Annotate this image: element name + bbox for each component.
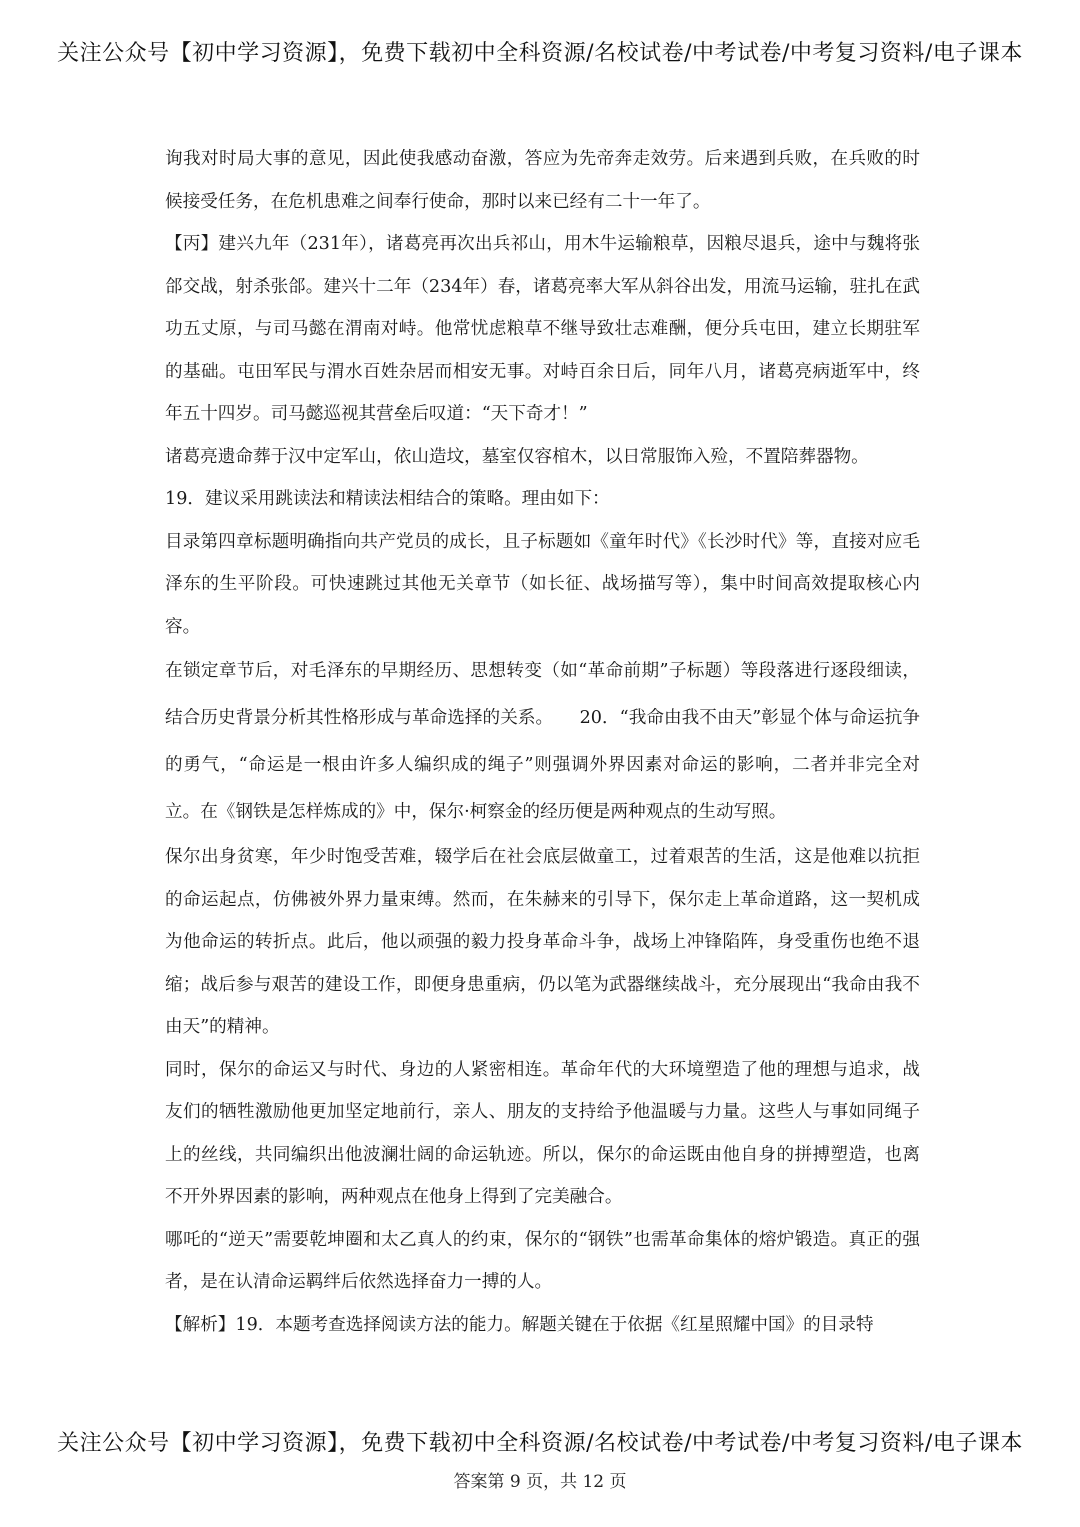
paragraph: 保尔出身贫寒，年少时饱受苦难，辍学后在社会底层做童工，过着艰苦的生活，这是他难以抗拒的命运起点，仿佛被外界力量束缚。然而，在朱赫来的引导下，保尔走上革命道路，这一契机成为他命运的转折点。此后，他以顽强的毅力投身革命斗争，战场上冲锋陷阵，身受重伤也绝不退缩；战后参与艰苦的建设工作，即便身患重病，仍以笔为武器继续战斗，充分展现出“我命由我不由天”的精神。 [165, 847, 920, 1037]
analysis-paragraph: 【解析】19．本题考查选择阅读方法的能力。解题关键在于依据《红星照耀中国》的目录特 [165, 1314, 874, 1335]
paragraph: 【丙】建兴九年（231年），诸葛亮再次出兵祁山，用木牛运输粮草，因粮尽退兵，途中与魏将张郃交战，射杀张郃。建兴十二年（234年）春，诸葛亮率大军从斜谷出发，用流马运输，驻扎在武功五丈原，与司马懿在渭南对峙。他常忧虑粮草不继导致壮志难酬，便分兵屯田，建立长期驻军的基础。屯田军民与渭水百姓杂居而相安无事。对峙百余日后，同年八月，诸葛亮病逝军中，终年五十四岁。司马懿巡视其营垒后叹道：“天下奇才！” [165, 234, 920, 424]
question-19-answer: 19．建议采用跳读法和精读法相结合的策略。理由如下： [165, 489, 610, 509]
page-number: 答案第 9 页，共 12 页 [453, 1472, 627, 1492]
paragraph: 询我对时局大事的意见，因此使我感动奋激，答应为先帝奔走效劳。后来遇到兵败，在兵败的时候接受任务，在危机患难之间奉行使命，那时以来已经有二十一年了。 [165, 149, 920, 212]
footer-banner: 关注公众号【初中学习资源】，免费下载初中全科资源/名校试卷/中考试卷/中考复习资料/电子课本 [57, 1431, 1023, 1456]
document-body [165, 138, 920, 1346]
paragraph: 同时，保尔的命运又与时代、身边的人紧密相连。革命年代的大环境塑造了他的理想与追求，战友们的牺牲激励他更加坚定地前行，亲人、朋友的支持给予他温暖与力量。这些人与事如同绳子上的丝线，共同编织出他波澜壮阔的命运轨迹。所以，保尔的命运既由他自身的拼搏塑造，也离不开外界因素的影响，两种观点在他身上得到了完美融合。 [165, 1059, 920, 1207]
paragraph: 哪吒的“逆天”需要乾坤圈和太乙真人的约束，保尔的“钢铁”也需革命集体的熔炉锻造。真正的强者，是在认清命运羁绊后依然选择奋力一搏的人。 [165, 1229, 920, 1292]
question-20-answer: 在锁定章节后，对毛泽东的早期经历、思想转变（如“革命前期”子标题）等段落进行逐段细读，结合历史背景分析其性格形成与革命选择的关系。 20．“我命由我不由天”彰显个体与命运抗争的勇气，“命运是一根由许多人编织成的绳子”则强调外界因素对命运的影响，二者并非完全对立。在《钢铁是怎样炼成的》中，保尔·柯察金的经历便是两种观点的生动写照。 [165, 661, 920, 822]
paragraph: 目录第四章标题明确指向共产党员的成长，且子标题如《童年时代》《长沙时代》等，直接对应毛泽东的生平阶段。可快速跳过其他无关章节（如长征、战场描写等），集中时间高效提取核心内容。 [165, 531, 920, 637]
header-banner: 关注公众号【初中学习资源】，免费下载初中全科资源/名校试卷/中考试卷/中考复习资料/电子课本 [57, 41, 1023, 66]
paragraph: 诸葛亮遗命葬于汉中定军山，依山造坟，墓室仅容棺木，以日常服饰入殓，不置陪葬器物。 [165, 446, 869, 467]
